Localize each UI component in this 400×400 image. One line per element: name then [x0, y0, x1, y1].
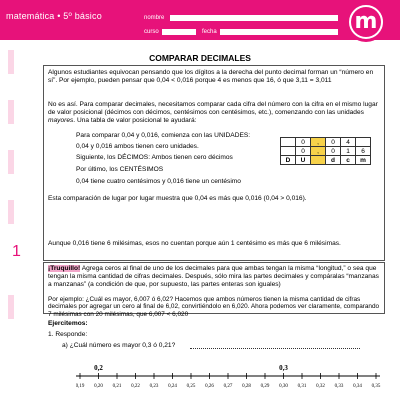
- number-line-tick-label: 0,26: [205, 384, 214, 389]
- table-header-cell: m: [356, 156, 371, 165]
- paragraph-explanation: No es así. Para comparar decimales, necesitamos comparar cada cifra del número con la cifra en el mismo lugar de valor posicional (décimos con décimos, centésimos con centésimos, etc.), comenzando con las unidades mayores. Una tabla de valor posicional te ayudará:: [48, 101, 378, 124]
- number-line-tick-label: 0,30: [279, 384, 288, 389]
- margin-mark: [8, 200, 14, 224]
- table-cell: 4: [341, 138, 356, 147]
- step-3: Siguiente, los DÉCIMOS: Ambos tienen cero décimos: [76, 154, 233, 161]
- step-2: 0,04 y 0,016 ambos tienen cero unidades.: [76, 143, 199, 150]
- number-line-tick-label: 0,31: [297, 384, 307, 389]
- step-1: Para comparar 0,04 y 0,016, comienza con las UNIDADES:: [76, 132, 251, 139]
- exercises-heading: Ejercitemos:: [48, 320, 88, 327]
- grade-label: 5º básico: [63, 11, 102, 21]
- number-line-major-label: 0,3: [279, 364, 288, 372]
- course-label: curso: [144, 29, 159, 35]
- table-header-row: [281, 156, 371, 165]
- logo-letter: m: [351, 7, 381, 37]
- number-line-tick-label: 0,27: [223, 384, 233, 389]
- paragraph-note: Aunque 0,016 tiene 6 milésimas, esos no cuentan porque aún 1 centésimo es más que 6 milésimas.: [48, 240, 341, 247]
- course-field[interactable]: [162, 29, 196, 35]
- margin-mark: [8, 100, 14, 124]
- table-header-cell: D: [281, 156, 296, 165]
- number-line-tick-label: 0,34: [353, 384, 362, 389]
- number-line-tick-label: 0,25: [186, 384, 196, 389]
- number-line-tick-label: 0,24: [168, 384, 177, 389]
- number-line-tick-label: 0,35: [371, 384, 381, 389]
- number-line-tick-label: 0,33: [334, 384, 344, 389]
- number-line-tick-label: 0,19: [76, 384, 85, 389]
- number-line-tick-label: 0,28: [242, 384, 251, 389]
- number-line-tick-label: 0,29: [260, 384, 270, 389]
- table-cell: 0: [326, 147, 341, 156]
- margin-mark: [8, 295, 14, 319]
- name-field[interactable]: [170, 15, 338, 21]
- exercise-item-1: 1. Responde:: [48, 331, 88, 338]
- page-one-icon: [10, 240, 22, 260]
- paragraph-example: Por ejemplo: ¿Cuál es mayor, 6,007 ó 6,02? Hacemos que ambos números tienen la misma cantidad de cifras decimales por agregar un cero al final de 6,02, convirtiéndolo en 6,020. Ahora podemos ver claramente, comparando 7 milésimas con 20 milésimas, que 6,007 < 6,020: [48, 296, 380, 318]
- table-cell: ,: [311, 138, 326, 147]
- table-cell: [356, 138, 371, 147]
- date-label: fecha: [202, 29, 217, 35]
- number-line-major-label: 0,2: [94, 364, 103, 372]
- table-cell: [281, 138, 296, 147]
- number-line-tick-label: 0,21: [112, 384, 122, 389]
- question-a: a) ¿Cuál número es mayor 0,3 ó 0,21?: [62, 342, 176, 349]
- margin-mark: [8, 150, 14, 174]
- left-margin: [0, 40, 30, 400]
- table-cell: [281, 147, 296, 156]
- table-header-cell: d: [326, 156, 341, 165]
- brand-line: matemática • 5º básico: [6, 11, 102, 21]
- number-line-tick-label: 0,22: [131, 384, 140, 389]
- paragraph-trick: ¡Truquillo! Agrega ceros al final de uno de los decimales para que ambas tengan la misma “longitud,” o sea que tengan la misma cantidad de cifras decimales. Después, sólo mira las partes decimales y compáralas “manzanas a manzanas” (a condición de que, por supuesto, las partes enteras son iguales): [48, 265, 379, 288]
- paragraph-intro: Algunos estudiantes equivocan pensando que los dígitos a la derecha del punto decimal forman un “número en sí”. Por ejemplo, pueden pensar que 0,04 < 0,016 porque 4 es menos que 16, ó que 3,11 = 3,011: [48, 69, 374, 84]
- subject-label: matemática: [6, 11, 55, 21]
- page-title: COMPARAR DECIMALES: [149, 53, 251, 63]
- number-line-tick-label: 0,32: [316, 384, 325, 389]
- table-header-cell: c: [341, 156, 356, 165]
- name-label: nombre: [144, 15, 165, 21]
- table-cell: 0: [326, 138, 341, 147]
- table-header-cell: U: [296, 156, 311, 165]
- table-row: [281, 138, 371, 147]
- number-line-tick-label: 0,20: [94, 384, 103, 389]
- number-line-tick-label: 0,23: [149, 384, 159, 389]
- table-cell: 1: [341, 147, 356, 156]
- step-5: 0,04 tiene cuatro centésimos y 0,016 tiene un centésimo: [76, 178, 241, 185]
- date-field[interactable]: [220, 29, 338, 35]
- table-cell: 0: [296, 138, 311, 147]
- svg-text:1: 1: [12, 243, 21, 260]
- paragraph-conclusion: Esta comparación de lugar por lugar muestra que 0,04 es más que 0,016 (0,04 > 0,016).: [48, 195, 307, 202]
- table-cell: 0: [296, 147, 311, 156]
- table-row: [281, 147, 371, 156]
- answer-line-a[interactable]: [190, 348, 360, 349]
- table-cell: 6: [356, 147, 371, 156]
- brand-logo: [346, 2, 386, 42]
- table-cell: ,: [311, 147, 326, 156]
- header-bar: [0, 0, 400, 40]
- place-value-table: [280, 137, 371, 165]
- table-header-cell: [311, 156, 326, 165]
- number-line: [76, 362, 386, 392]
- step-4: Por último, los CENTÉSIMOS: [76, 166, 164, 173]
- trick-label: ¡Truquillo!: [48, 265, 81, 272]
